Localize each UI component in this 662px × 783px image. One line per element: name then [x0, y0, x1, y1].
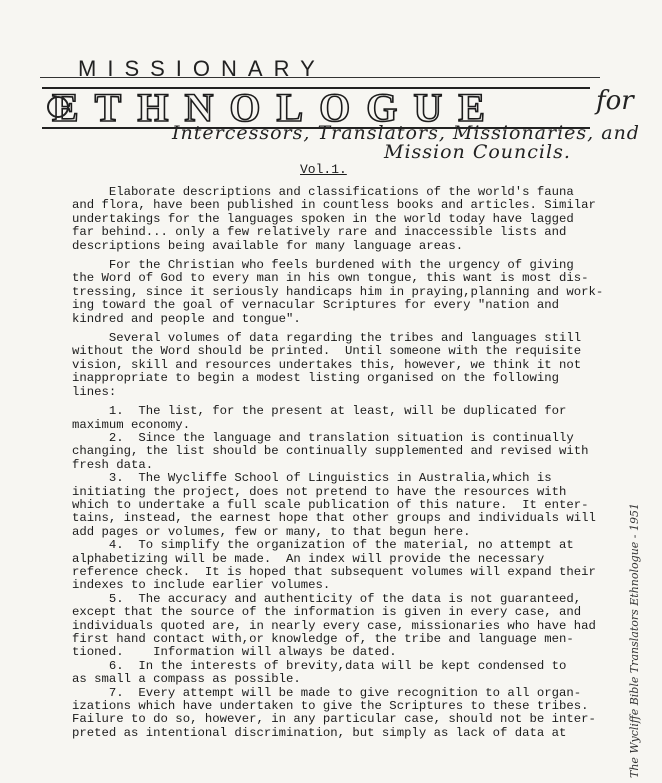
missionary-title: MISSIONARY [78, 56, 326, 81]
handwritten-margin-note: The Wycliffe Bible Translators Ethnologue - 1951 [628, 503, 641, 778]
document-body [72, 186, 647, 746]
volume-label: Vol.1. [300, 162, 347, 177]
ethnologue-title: ETHNOLOGUE [52, 85, 501, 130]
subtitle-line-1: Intercessors, Translators, Missionaries, and [172, 122, 640, 144]
paragraph-burden: For the Christian who feels burdened with the urgency of giving the Word of God to every man in his own tongue, this want is most dis- tressing, since it seriously handicaps him in praying,planning and work- ing toward the goal of vernacular Scriptures for every "nation and kindred and people and tongue". [72, 258, 604, 326]
banner-ornament-icon [47, 96, 69, 118]
masthead [0, 0, 662, 170]
paragraph-volumes: Several volumes of data regarding the tribes and languages still without the Word should be printed. Until someone with the requisite vision, skill and resources undertakes this, however, we think it not inappropriate to begin a modest listing organised on the following lines: [72, 331, 582, 399]
subtitle-line-2: Mission Councils. [384, 141, 571, 163]
margin-mark [28, 418, 38, 442]
for-label: for [596, 86, 634, 116]
paragraph-intro: Elaborate descriptions and classifications of the world's fauna and flora, have been published in countless books and articles. Similar undertakings for the languages spoken in the world today have lagged far behind... only a few relatively rare and inaccessible lists and descriptions being available for many language areas. [72, 185, 596, 253]
numbered-list: 1. The list, for the present at least, will be duplicated for maximum economy. 2. Since the language and translation situation is continually changing, the list should be continually supplemented and revised with fresh data. 3. The Wycliffe School of Linguistics in Australia,which is initiating the project, does not pretend to have the resources with which to undertake a full scale publication of this nature. It enter- tains, instead, the earnest hope that other groups and individuals will add pages or volumes, few or many, to that begun here. 4. To simplify the organization of the material, no attempt at alphabetizing will be made. An index will provide the necessary reference check. It is hoped that subsequent volumes will expand their indexes to include earlier volumes. 5. The accuracy and authenticity of the data is not guaranteed, except that the source of the information is given in every case, and individuals quoted are, in nearly every case, missionaries who have had first hand contact with,or knowledge of, the tribe and language men- tioned. Information will always be dated. 6. In the interests of brevity,data will be kept condensed to as small a compass as possible. 7. Every attempt will be made to give recognition to all organ- izations which have undertaken to give the Scriptures to these tribes. Failure to do so, however, in any particular case, should not be inter- preted as intentional discrimination, but simply as lack of data at [72, 404, 596, 740]
